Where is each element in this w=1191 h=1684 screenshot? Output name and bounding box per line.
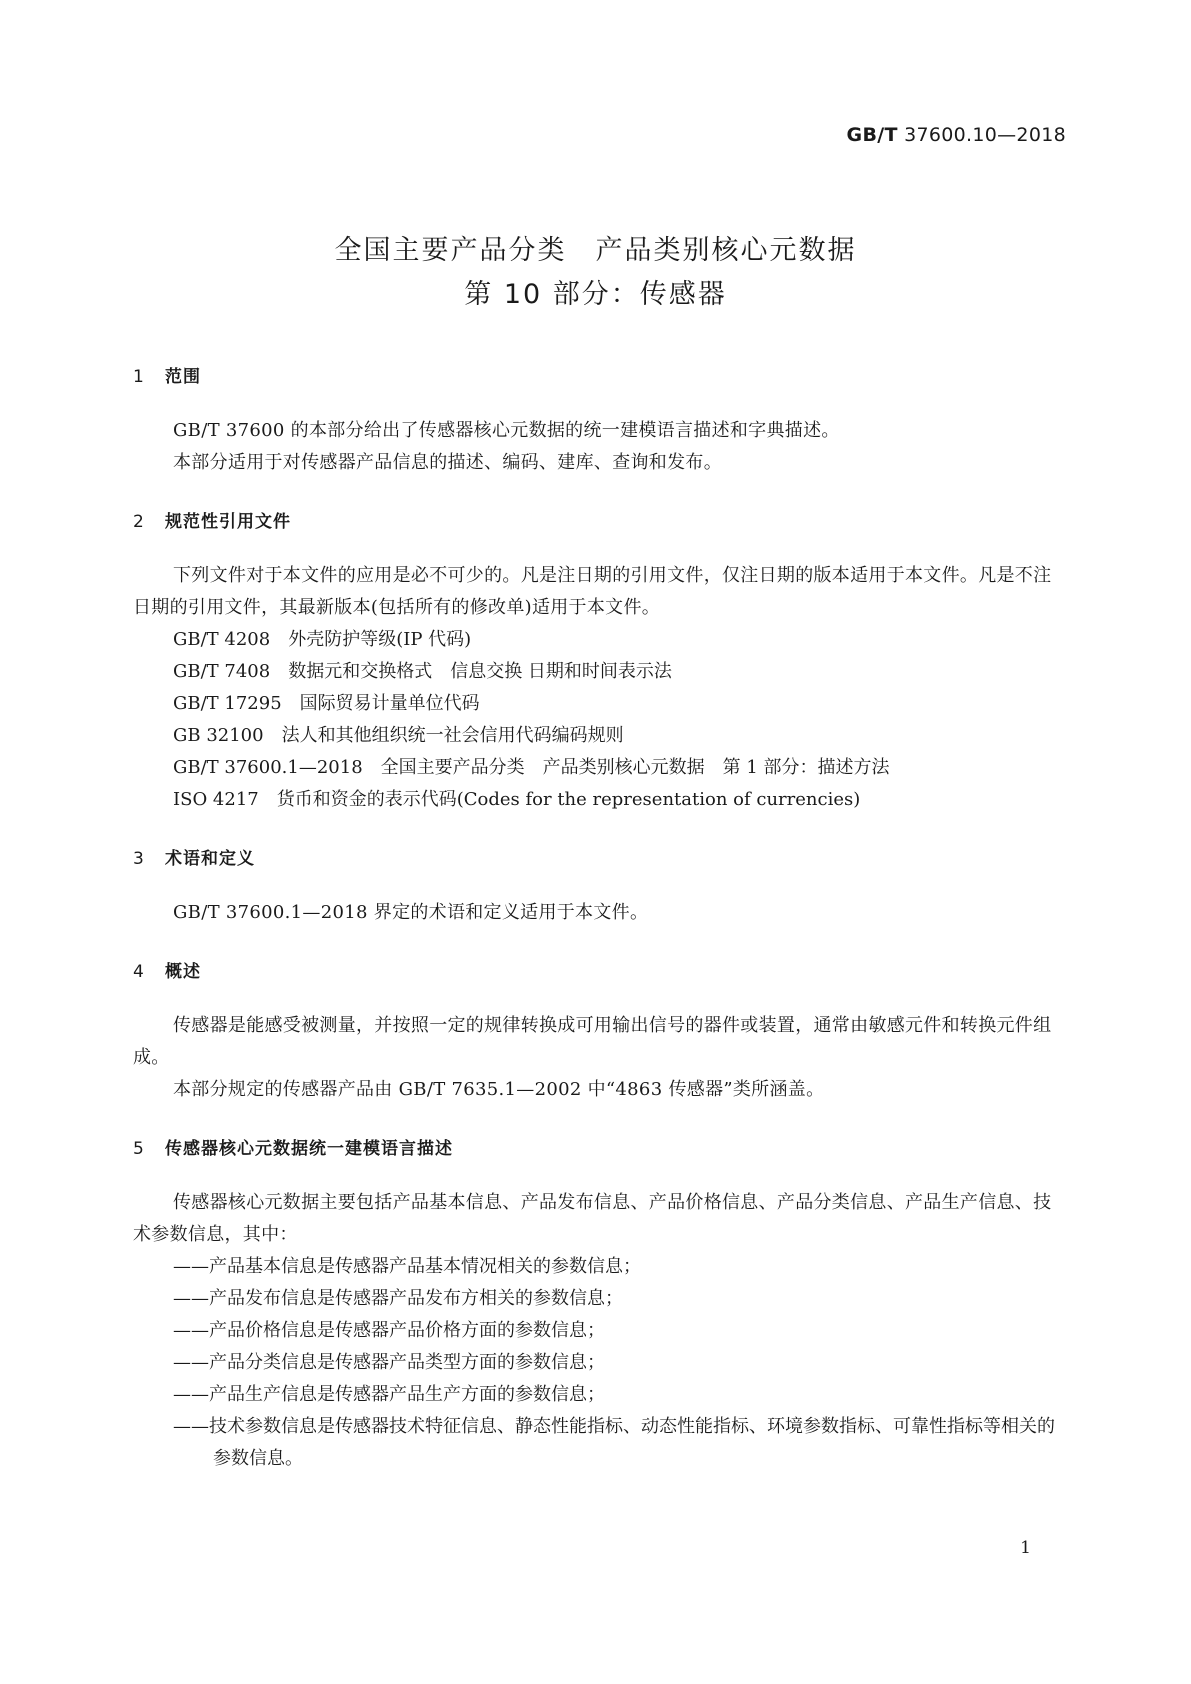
section-title: 传感器核心元数据统一建模语言描述	[165, 1139, 453, 1159]
section-heading-overview	[133, 957, 1063, 982]
paragraph: 下列文件对于本文件的应用是必不可少的。凡是注日期的引用文件，仅注日期的版本适用于本文件。凡是不注日期的引用文件，其最新版本(包括所有的修改单)适用于本文件。	[133, 565, 1052, 618]
list-item: ——技术参数信息是传感器技术特征信息、静态性能指标、动态性能指标、环境参数指标、可靠性指标等相关的参数信息。	[173, 1416, 1055, 1469]
reference-item: GB/T 4208 外壳防护等级(IP 代码)	[173, 629, 472, 650]
reference-item: GB/T 37600.1—2018 全国主要产品分类 产品类别核心元数据 第 1 部分：描述方法	[173, 757, 890, 778]
section-title: 范围	[165, 367, 201, 387]
reference-item: GB/T 17295 国际贸易计量单位代码	[173, 693, 480, 714]
section-title: 概述	[165, 962, 201, 982]
section-heading-normative-references	[133, 507, 1063, 532]
reference-item: GB/T 7408 数据元和交换格式 信息交换 日期和时间表示法	[173, 661, 672, 682]
section-number: 5	[133, 1139, 145, 1159]
paragraph: 本部分适用于对传感器产品信息的描述、编码、建库、查询和发布。	[173, 452, 722, 473]
paragraph: GB/T 37600 的本部分给出了传感器核心元数据的统一建模语言描述和字典描述。	[173, 420, 840, 441]
section-number: 4	[133, 962, 145, 982]
paragraph: 本部分规定的传感器产品由 GB/T 7635.1—2002 中“4863 传感器”类所涵盖。	[173, 1079, 825, 1100]
document-body	[133, 362, 1063, 1475]
list-item: ——产品价格信息是传感器产品价格方面的参数信息；	[173, 1320, 605, 1341]
document-title-line1: 全国主要产品分类 产品类别核心元数据	[334, 235, 857, 266]
reference-item: ISO 4217 货币和资金的表示代码(Codes for the representation of currencies)	[173, 789, 861, 810]
page-number: 1	[1020, 1538, 1031, 1558]
standard-code-number: 37600.10—2018	[904, 124, 1066, 146]
section-heading-scope	[133, 362, 1063, 387]
reference-item: GB 32100 法人和其他组织统一社会信用代码编码规则	[173, 725, 624, 746]
section-heading-terms	[133, 844, 1063, 869]
list-item: ——产品生产信息是传感器产品生产方面的参数信息；	[173, 1384, 605, 1405]
paragraph: GB/T 37600.1—2018 界定的术语和定义适用于本文件。	[173, 902, 649, 923]
section-number: 3	[133, 849, 145, 869]
section-title: 术语和定义	[165, 849, 255, 869]
standard-code-prefix: GB/T	[846, 124, 898, 146]
list-item: ——产品发布信息是传感器产品发布方相关的参数信息；	[173, 1288, 623, 1309]
paragraph: 传感器核心元数据主要包括产品基本信息、产品发布信息、产品价格信息、产品分类信息、产品生产信息、技术参数信息，其中：	[133, 1192, 1052, 1245]
section-number: 1	[133, 367, 145, 387]
section-heading-uml-description	[133, 1134, 1063, 1159]
section-title: 规范性引用文件	[165, 512, 291, 532]
standard-code	[847, 124, 1066, 146]
list-item: ——产品分类信息是传感器产品类型方面的参数信息；	[173, 1352, 605, 1373]
document-title-line2: 第 10 部分：传感器	[464, 279, 727, 310]
section-number: 2	[133, 512, 145, 532]
list-item: ——产品基本信息是传感器产品基本情况相关的参数信息；	[173, 1256, 641, 1277]
paragraph: 传感器是能感受被测量，并按照一定的规律转换成可用输出信号的器件或装置，通常由敏感元件和转换元件组成。	[133, 1015, 1052, 1068]
